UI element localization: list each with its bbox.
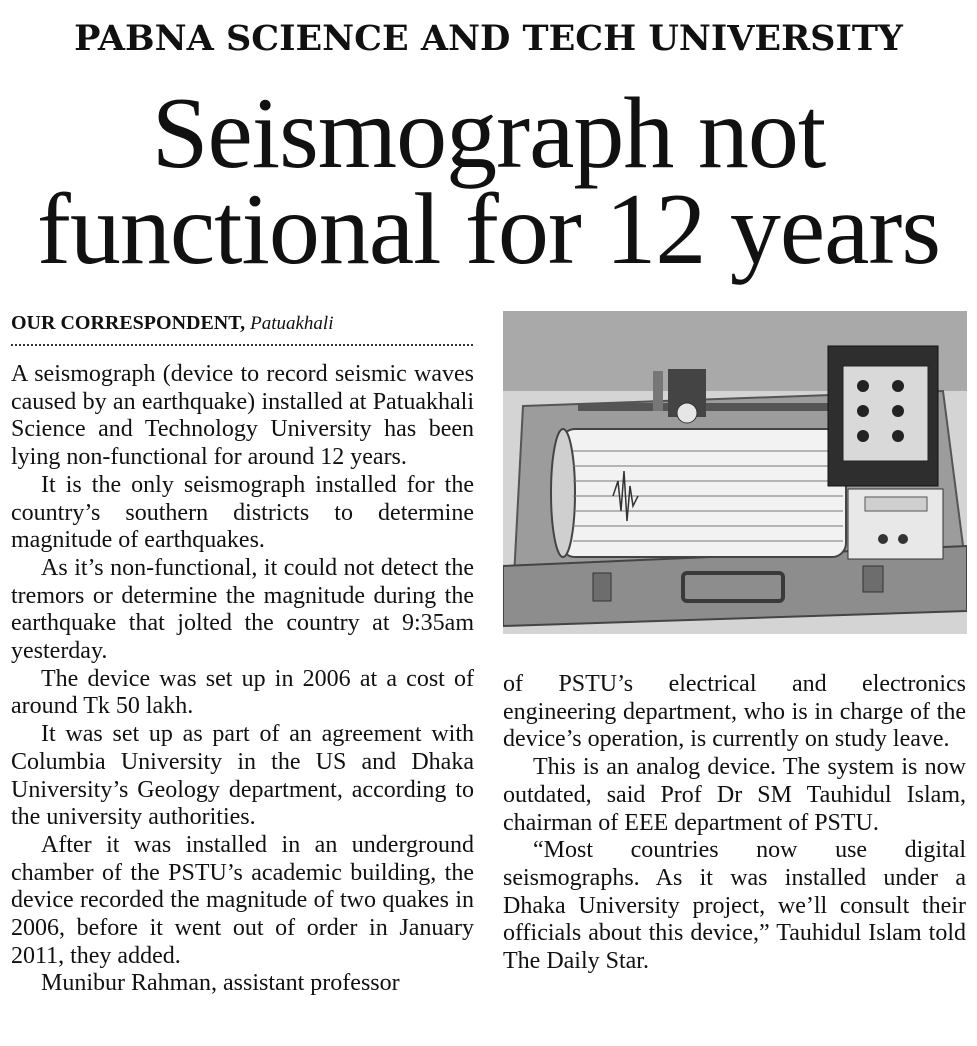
- headline-line-1: Seismograph not: [151, 77, 826, 190]
- paragraph: It is the only seismograph installed for the country’s southern districts to determine magnitude of earthquakes.: [11, 471, 474, 554]
- paragraph: This is an analog device. The system is now outdated, said Prof Dr SM Tauhidul Islam, chairman of EEE department of PSTU.: [503, 754, 966, 836]
- byline-divider: [11, 344, 473, 346]
- paragraph: The device was set up in 2006 at a cost of around Tk 50 lakh.: [11, 665, 474, 720]
- article-column-left: [11, 361, 474, 998]
- seismograph-illustration: [503, 311, 967, 634]
- byline: [11, 312, 473, 335]
- paragraph: As it’s non-functional, it could not detect the tremors or determine the magnitude during the earthquake that jolted the country at 9:35am yesterday.: [11, 554, 474, 665]
- paragraph: A seismograph (device to record seismic waves caused by an earthquake) installed at Patuakhali Science and Technology University has been lying non-functional for around 12 years.: [11, 361, 474, 471]
- paragraph: Munibur Rahman, assistant professor: [41, 970, 400, 997]
- article-column-right: [503, 671, 966, 976]
- byline-location: Patuakhali: [250, 313, 334, 334]
- headline-line-2: functional for 12 years: [36, 173, 941, 286]
- paragraph: After it was installed in an underground chamber of the PSTU’s academic building, the device recorded the magnitude of two quakes in 2006, before it went out of order in January 2011, they added.: [11, 831, 474, 969]
- seismograph-photo: [503, 311, 967, 634]
- paragraph: “Most countries now use digital seismographs. As it was installed under a Dhaka University project, we’ll consult their officials about this device,” Tauhidul Islam told The Daily Star.: [503, 837, 966, 975]
- byline-author: OUR CORRESPONDENT,: [11, 312, 246, 334]
- paragraph: of PSTU’s electrical and electronics engineering department, who is in charge of the device’s operation, is currently on study leave.: [503, 671, 966, 753]
- section-kicker: PABNA SCIENCE AND TECH UNIVERSITY: [74, 18, 903, 59]
- headline: [0, 77, 977, 286]
- paragraph: It was set up as part of an agreement with Columbia University in the US and Dhaka University’s Geology department, according to the university authorities.: [11, 721, 474, 831]
